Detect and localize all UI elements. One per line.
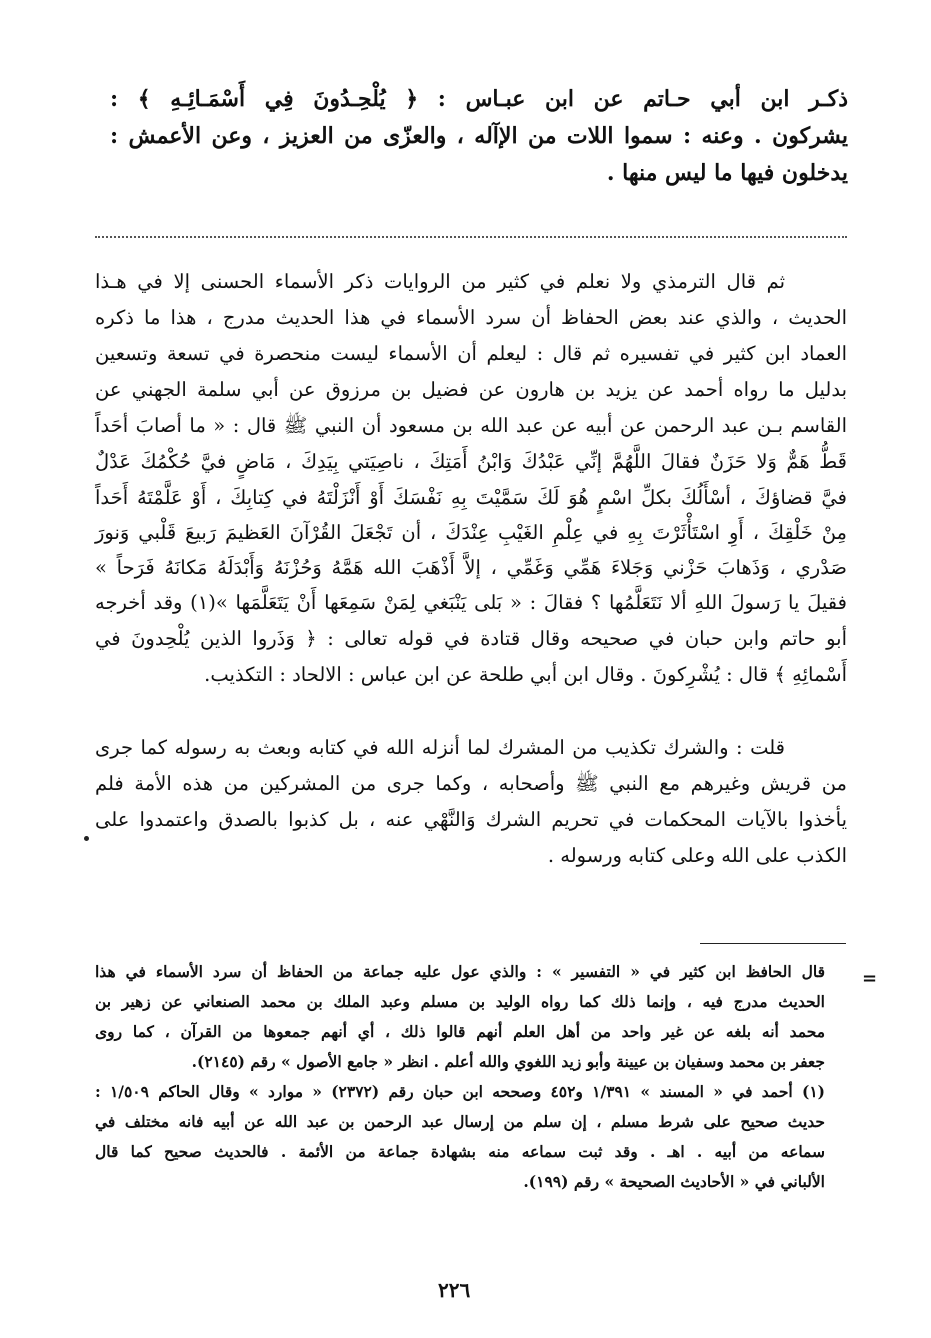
text-line: العماد ابن كثير في تفسيره ثم قال : ليعلم أن الأسماء ليست منحصرة في تسعة وتسعين: [95, 342, 847, 365]
footnote-line: حديث صحيح على شرط مسلم ، إن سلم من إرسال عبد الرحمن بن عبد الله عن أبيه فانه مختلف في: [95, 1112, 825, 1131]
text-line: فقيلَ يا رَسولَ اللهِ ألا نَتَعَلَّمُها ؟ فقالَ : « بَلى يَنْبَغي لِمَنْ سَمِعَها أَنْ يَتَعَلَّمَها »(١) وقد أخرجه: [95, 591, 847, 614]
footnote-line: جعفر بن محمد وسفيان بن عيينة وأبو زيد اللغوي والله أعلم . انظر « جامع الأصول » رقم (٢١٤٥).: [191, 1052, 825, 1071]
text-line: أَسْمائِهِ ﴾ قال : يُشْرِكونَ . وقال ابن أبي طلحة عن ابن عباس : الالحاد : التكذيب.: [204, 663, 847, 686]
text-line: يشركون . وعنه : سموا اللات من الإآله ، والعزّى من العزيز ، وعن الأعمش :: [110, 123, 848, 149]
footnote-line: الحديث مدرج فيه ، وإنما ذلك كما رواه الوليد بن مسلم وعبد الملك بن محمد الصنعاني عن زهير بن: [95, 992, 825, 1011]
footnote-line: (١) أحمد في « المسند » ١/٣٩١ و٤٥٢ وصححه ابن حبان رقم (٢٣٧٢) « موارد » وقال الحاكم ١/٥٠٩ :: [95, 1082, 826, 1101]
text-line: القاسم بـن عبد الرحمن عن أبيه عن عبد الله بن مسعود أن النبي ﷺ قال : « ما أصابَ أحَداً: [95, 414, 847, 437]
text-line: أبو حاتم وابن حبان في صحيحه وقال قتادة في قوله تعالى : ﴿ وَذَروا الذين يُلْحِدونَ في: [95, 627, 847, 650]
footnote-separator: [700, 943, 846, 944]
text-line: ثم قال الترمذي ولا نعلم في كثير من الروايات ذكر الأسماء الحسنى إلا في هـذا: [95, 270, 785, 293]
footnote-line: الألباني في « الأحاديث الصحيحة » رقم (١٩٩).: [523, 1172, 825, 1191]
footnote-line: محمد أنه بلغه عن غير واحد من أهل العلم أنهم قالوا ذلك ، أي أنهم جمعوها من القرآن ، كما روى: [95, 1022, 825, 1041]
text-line: من قريش وغيرهم مع النبي ﷺ وأصحابه ، وكما جرى من المشركين من هذه الأمة فلم: [95, 772, 847, 795]
footnote-line: سماعه من أبيه . اهـ . وقد ثبت سماعه منه بشهادة جماعة من الأئمة . فالحديث صحيح كما قال: [95, 1142, 825, 1161]
text-line: يدخلون فيها ما ليس منها .: [606, 160, 848, 186]
dotted-divider: [95, 236, 847, 238]
text-line: الكذب على الله وعلى كتابه ورسوله .: [547, 844, 847, 867]
scan-speck: [84, 836, 89, 841]
text-line: صَدْري ، وَذَهابَ حَزْني وَجَلاءَ هَمِّي وَغَمِّي ، إلاَّ أَذْهَبَ الله هَمَّهُ وَحُزْنَهُ وَأَبْدَلَهُ مَكانَهُ فَرَحاً »: [95, 556, 847, 579]
text-line: قَطُّ هَمٌّ وَلا حَزَنٌ فقالَ اللَّهُمَّ إنِّي عَبْدُكَ وَابْنُ أَمَتِكَ ، ناصِيَتي بِيَدِكَ ، مَاضٍ فيَّ حُكْمُكَ عَدْلٌ: [95, 450, 847, 473]
page-number: ٢٢٦: [438, 1278, 471, 1302]
text-line: بدليل ما رواه أحمد عن يزيد بن هارون عن فضيل بن مرزوق عن أبي سلمة الجهني عن: [95, 378, 847, 401]
footnote-continuation-mark: =: [862, 968, 878, 989]
text-line: يأخذوا بالآيات المحكمات في تحريم الشرك وَالنَّهْي عنه ، بل كذبوا بالصدق واعتمدوا على: [95, 808, 847, 831]
text-line: قلت : والشرك تكذيب من المشرك لما أنزله الله في كتابه وبعث به رسوله كما جرى: [95, 736, 785, 759]
text-line: فيَّ قضاؤكَ ، أسْأَلُكَ بكلِّ اسْمٍ هُوَ لَكَ سَمَّيْتَ بِهِ نَفْسَكَ أَوْ أَنْزَلْتَهُ في كِتابِكَ ، أَوْ عَلَّمْتَهُ أَحَداً: [95, 486, 847, 509]
text-line: مِنْ خَلْقِكَ ، أَوِ اسْتَأْثَرْتَ بِهِ في عِلْمِ الغَيْبِ عِنْدَكَ ، أن تَجْعَلَ القُرْآنَ العَظيمَ رَبيعَ قَلْبي وَنورَ: [95, 521, 847, 544]
text-line: ذكـر ابن أبي حـاتم عن ابن عبـاس : ﴿ يُلْحِـدُونَ فِي أَسْمَـائِـهِ ﴾ :: [110, 86, 848, 112]
footnote-line: قال الحافظ ابن كثير في « التفسير » : والذي عول عليه جماعة من الحفاظ أن سرد الأسماء في هذا: [95, 962, 825, 981]
text-line: الحديث ، والذي عند بعض الحفاظ أن سرد الأسماء في هذا الحديث مدرج ، هذا ما ذكره: [95, 306, 847, 329]
